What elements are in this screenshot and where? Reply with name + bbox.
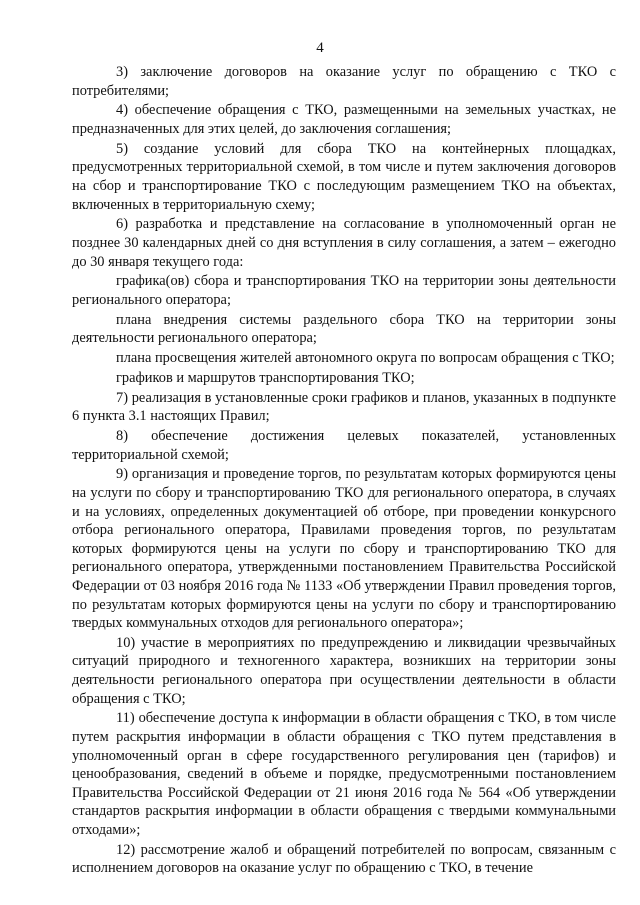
paragraph-item-7: 7) реализация в установленные сроки графиков и планов, указанных в подпункте 6 пункта 3.1 настоящих Правил;: [72, 389, 616, 425]
paragraph-item-9: 9) организация и проведение торгов, по результатам которых формируются цены на услуги по сбору и транспортированию ТКО для регионального оператора, в случаях и на условиях, определенных документацией об отборе, при проведении конкурсного отбора регионального оператора, Правилами проведения торгов, по результатам которых формируются цены на услуги по сбору и транспортированию ТКО для регионального оператора, утвержденными постановлением Правительства Российской Федерации от 03 ноября 2016 года № 1133 «Об утверждении Правил проведения торгов, по результатам которых формируются цены на услуги по сбору и транспортированию твердых коммунальных отходов для регионального оператора»;: [72, 466, 616, 632]
paragraph-item-11: 11) обеспечение доступа к информации в области обращения с ТКО, в том числе путем раскрытия информации в области обращения с ТКО путем представления в уполномоченный орган в сфере государственного регулирования цен (тарифов) и ценообразования, сведений в объеме и порядке, предусмотренными постановлением Правительства Российской Федерации от 21 июня 2016 года № 564 «Об утверждении стандартов раскрытия информации в области обращения с твердыми коммунальными отходами»;: [72, 710, 616, 838]
paragraph-separate-collection-plan: плана внедрения системы раздельного сбора ТКО на территории зоны деятельности регионального оператора;: [72, 311, 616, 347]
paragraph-schedule: графика(ов) сбора и транспортирования ТКО на территории зоны деятельности регионального оператора;: [72, 273, 616, 308]
paragraph-education-plan: плана просвещения жителей автономного округа по вопросам обращения с ТКО;: [116, 350, 615, 367]
paragraph-item-3: 3) заключение договоров на оказание услуг по обращению с ТКО с потребителями;: [72, 64, 616, 99]
paragraph-routes: графиков и маршрутов транспортирования ТКО;: [116, 369, 415, 386]
paragraph-item-6: 6) разработка и представление на согласование в уполномоченный орган не позднее 30 календарных дней со дня вступления в силу соглашения, а затем – ежегодно до 30 января текущего года:: [72, 216, 616, 270]
page-number: 4: [316, 40, 324, 56]
paragraph-item-10: 10) участие в мероприятиях по предупреждению и ликвидации чрезвычайных ситуаций природного и техногенного характера, возникших на территории зоны деятельности регионального оператора при осуществлении деятельности в области обращения с ТКО;: [72, 634, 616, 707]
paragraph-item-5: 5) создание условий для сбора ТКО на контейнерных площадках, предусмотренных территориальной схемой, в том числе и путем заключения договоров на сбор и транспортирование ТКО с последующим размещением ТКО на объектах, включенных в территориальную схему;: [72, 140, 616, 213]
document-body: [72, 63, 616, 879]
paragraph-item-12: 12) рассмотрение жалоб и обращений потребителей по вопросам, связанным с исполнением договоров на оказание услуг по обращению с ТКО, в течение: [72, 841, 616, 877]
paragraph-item-4: 4) обеспечение обращения с ТКО, размещенными на земельных участках, не предназначенных для этих целей, до заключения соглашения;: [72, 102, 616, 137]
paragraph-item-8: 8) обеспечение достижения целевых показателей, установленных территориальной схемой;: [72, 427, 616, 463]
